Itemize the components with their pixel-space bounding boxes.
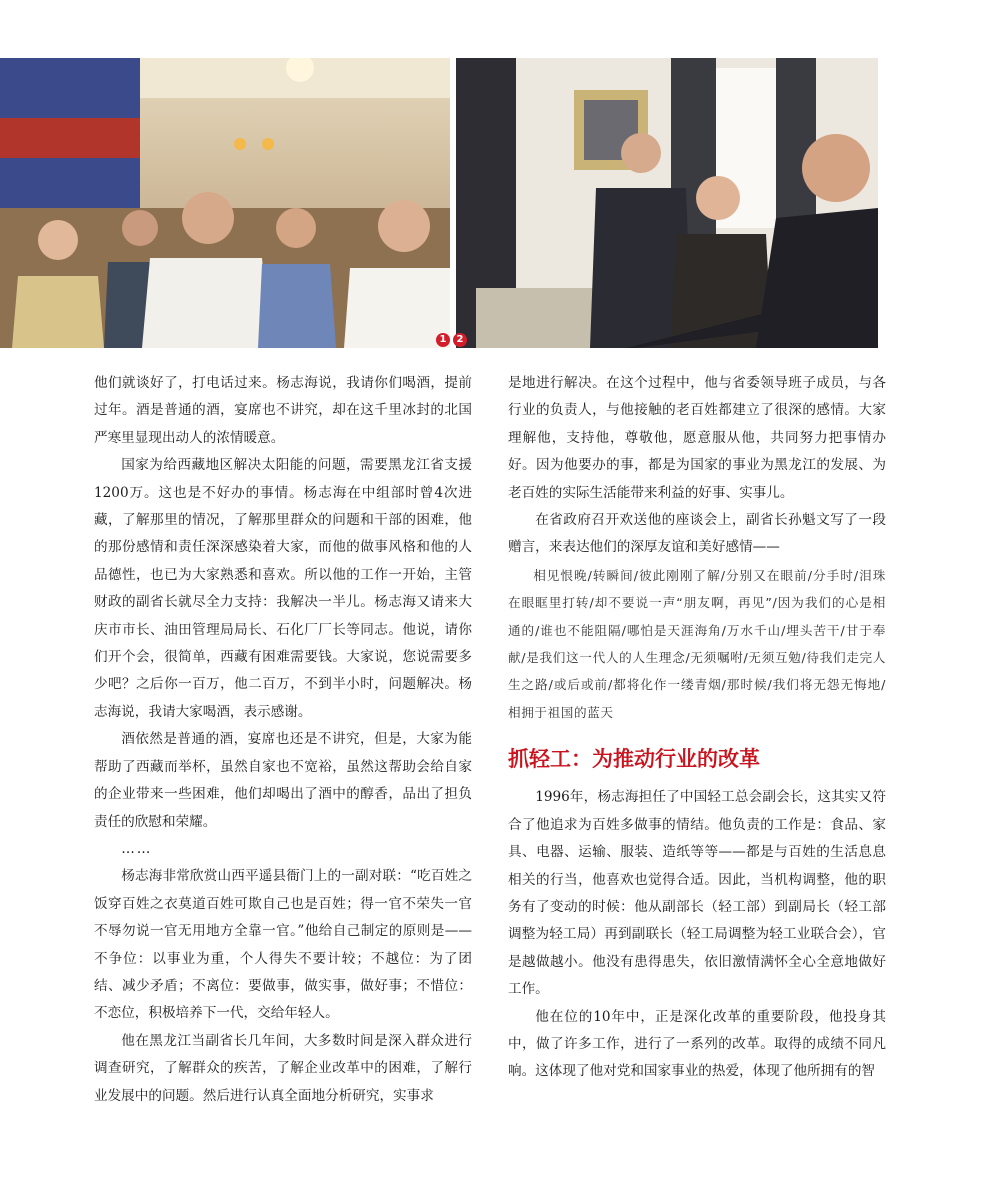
photo-banquet-hall-group [0, 58, 450, 348]
paragraph: 他在黑龙江当副省长几年间，大多数时间是深入群众进行调查研究，了解群众的疾苦，了解企业改革中的困难，了解行业发展中的问题。然后进行认真全面地分析研究，实事求 [94, 1032, 472, 1104]
paragraph: 在省政府召开欢送他的座谈会上，副省长孙魁文写了一段赠言，来表达他们的深厚友谊和美好感情—— [508, 512, 886, 556]
paragraph: 酒依然是普通的酒，宴席也还是不讲究，但是，大家为能帮助了西藏而举杯，虽然自家也不宽裕，虽然这帮助会给自家的企业带来一些困难，他们却喝出了酒中的醇香，品出了担负责任的欣慰和荣耀。 [94, 731, 472, 830]
photo-reception-room-illustration [456, 58, 878, 348]
paragraph: 杨志海非常欣赏山西平遥县衙门上的一副对联：“吃百姓之饭穿百姓之衣莫道百姓可欺自己也是百姓；得一官不荣失一官不辱勿说一官无用地方全靠一官。”他给自己制定的原则是——不争位：以事业为重，个人得失不要计较；不越位：为了团结、减少矛盾；不离位：要做事，做实事，做好事；不惜位：不恋位，积极培养下一代，交给年轻人。 [94, 868, 472, 1022]
photo-number-2: 2 [453, 333, 467, 347]
paragraph: 是地进行解决。在这个过程中，他与省委领导班子成员，与各行业的负责人，与他接触的老百姓都建立了很深的感情。大家理解他，支持他，尊敬他，愿意服从他，共同努力把事情办好。因为他要办的事，都是为国家的事业为黑龙江的发展、为老百姓的实际生活能带来利益的好事、实事儿。 [508, 375, 886, 501]
left-text-column [94, 370, 472, 1110]
paragraph: 他在位的10年中，正是深化改革的重要阶段，他投身其中，做了许多工作，进行了一系列的改革。取得的成绩不同凡响。这体现了他对党和国家事业的热爱，体现了他所拥有的智 [508, 1008, 886, 1080]
right-text-column [508, 370, 886, 1086]
photo-reception-room-meeting [456, 58, 878, 348]
photo-number-1: 1 [436, 333, 450, 347]
paragraph: 国家为给西藏地区解决太阳能的问题，需要黑龙江省支援1200万。这也是不好办的事情。杨志海在中组部时曾4次进藏，了解那里的情况，了解那里群众的问题和干部的困难，他的那份感情和责任深深感染着大家，而他的做事风格和他的人品德性，也已为大家熟悉和喜欢。所以他的工作一开始，主管财政的副省长就尽全力支持：我解决一半儿。杨志海又请来大庆市市长、油田管理局局长、石化厂厂长等同志。他说，请你们开个会，很简单，西藏有困难需要钱。大家说，您说需要多少吧？之后你一百万，他二百万，不到半小时，问题解决。杨志海说，我请大家喝酒，表示感谢。 [94, 457, 472, 720]
section-heading: 抓轻工：为推动行业的改革 [508, 747, 760, 772]
paragraph: 他们就谈好了，打电话过来。杨志海说，我请你们喝酒，提前过年。酒是普通的酒，宴席也不讲究，却在这千里冰封的北国严寒里显现出动人的浓情暖意。 [94, 375, 472, 446]
poem-verse: 相见恨晚/转瞬间/彼此刚刚了解/分别又在眼前/分手时/泪珠在眼眶里打转/却不要说一声“朋友啊，再见”/因为我们的心是相通的/谁也不能阻隔/哪怕是天涯海角/万水千山/埋头苦干/甘于奉献/是我们这一代人的人生理念/无须嘱咐/无须互勉/待我们走完人生之路/或后或前/都将化作一缕青烟/那时候/我们将无怨无悔地/相拥于祖国的蓝天 [508, 567, 886, 720]
photo-banquet-hall-illustration [0, 58, 450, 348]
ellipsis-separator: …… [121, 840, 153, 857]
photo-number-badges [436, 333, 467, 347]
paragraph: 1996年，杨志海担任了中国轻工总会副会长，这其实又符合了他追求为百姓多做事的情结。他负责的工作是：食品、家具、电器、运输、服装、造纸等等——都是与百姓的生活息息相关的行当，他喜欢也觉得合适。因此，当机构调整，他的职务有了变动的时候：他从副部长（轻工部）到副局长（轻工部调整为轻工局）再到副联长（轻工局调整为轻工业联合会），官是越做越小。他没有患得患失，依旧激情满怀全心全意地做好工作。 [508, 789, 886, 998]
